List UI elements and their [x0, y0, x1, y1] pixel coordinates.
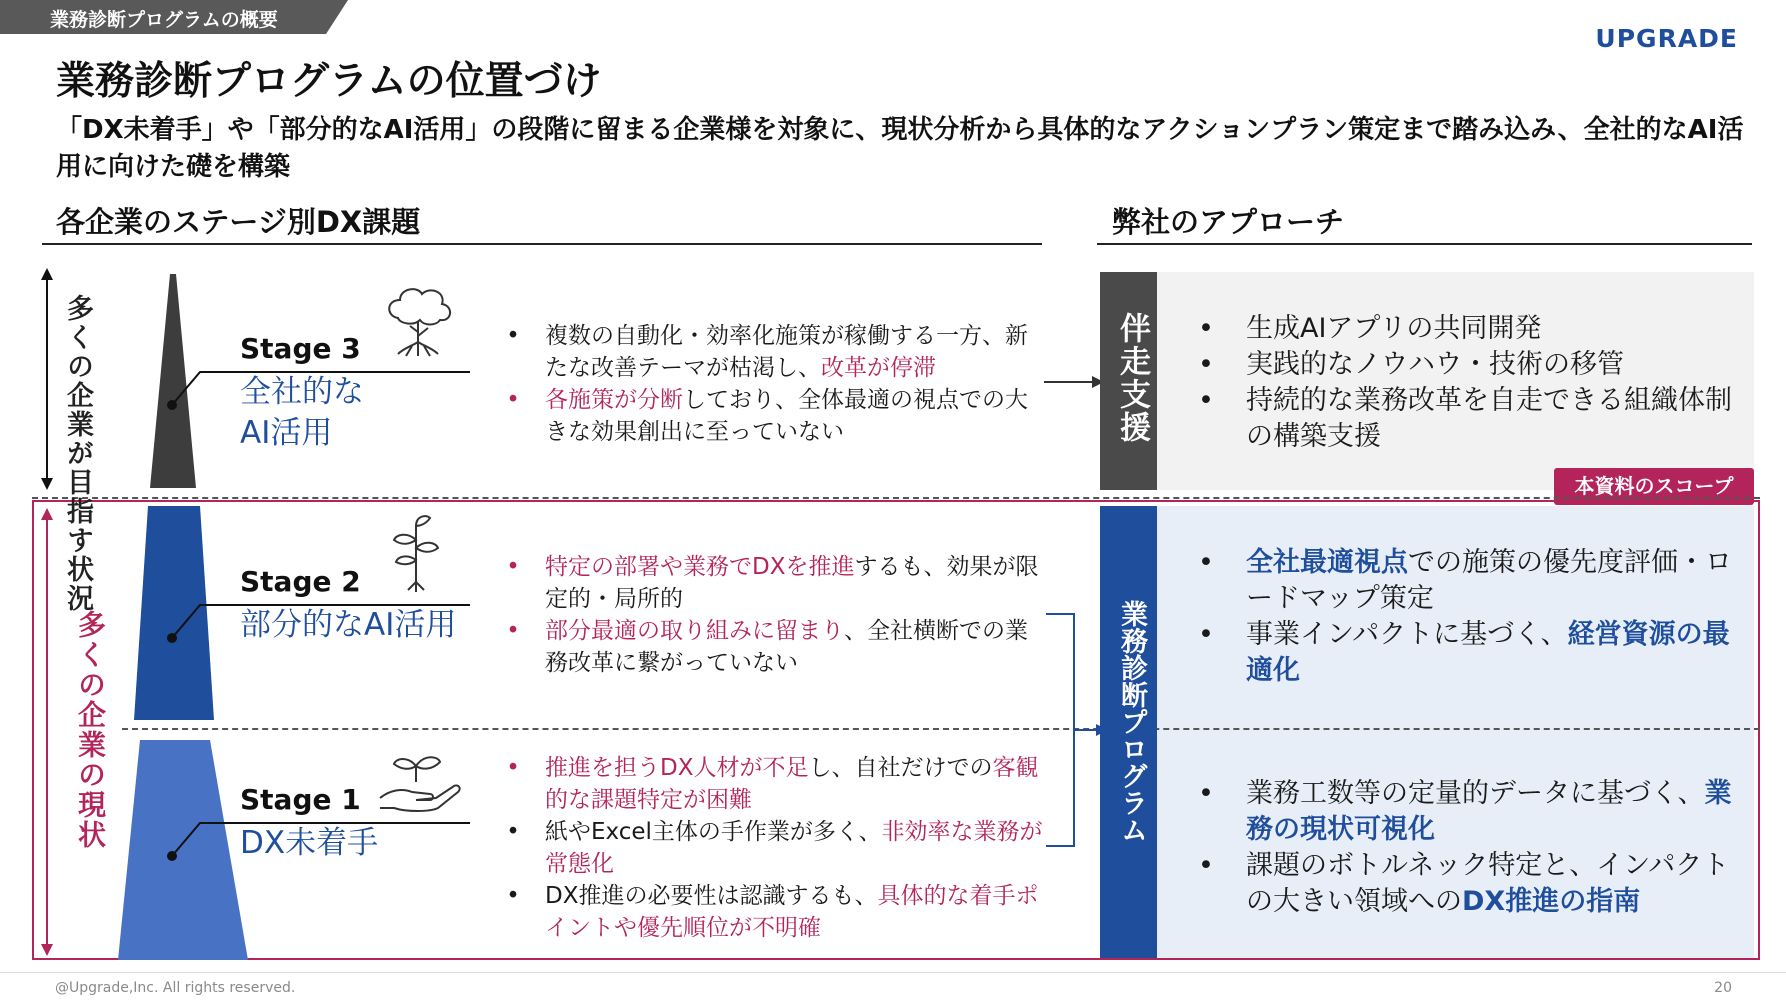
current-range-arrow [34, 508, 60, 956]
highlighted-text: DX推進の指南 [1462, 886, 1641, 917]
scope-badge: 本資料のスコープ [1554, 468, 1754, 505]
footer-rule [0, 972, 1786, 973]
highlighted-text: 全社最適視点 [1246, 547, 1408, 578]
stage3-name-line2: AI活用 [240, 415, 333, 451]
bullet-item [503, 551, 1043, 615]
bullet-text: DX推進の必要性は認識するも、 [545, 883, 878, 909]
stage1-name: DX未着手 [240, 825, 379, 861]
page-title: 業務診断プログラムの位置づけ [56, 59, 602, 104]
tree-icon [378, 280, 458, 360]
stage3-to-companion-arrow [1044, 370, 1104, 394]
bullet-item [503, 880, 1043, 944]
companion-bar-label: 伴走支援 [1114, 312, 1150, 444]
stage1-bullets [503, 752, 1043, 944]
bullet-dot: • [506, 755, 520, 781]
highlighted-text: 推進を担うDX人材が不足 [545, 755, 809, 781]
bullet-item [503, 615, 1043, 679]
bullet-item [1196, 347, 1736, 383]
bullet-dot: • [506, 618, 520, 644]
companion-bullets [1196, 311, 1736, 455]
program-lower-bullets [1196, 776, 1741, 920]
stage2-name: 部分的なAI活用 [240, 607, 457, 643]
bullet-text: での施策の優先度評価・ロードマップ策定 [1246, 547, 1732, 614]
bullet-text: 複数の自動化・効率化施策が稼働する一方、新たな改善テーマが枯渇し、 [545, 323, 1028, 381]
highlighted-text: 各施策が分断 [545, 387, 683, 413]
highlighted-text: 改革が停滞 [821, 355, 936, 381]
highlighted-text: 具体的な着手ポイントや優先順位が不明確 [545, 883, 1039, 941]
left-column-heading: 各企業のステージ別DX課題 [56, 205, 421, 239]
bullet-dot: • [1198, 349, 1214, 380]
bullet-item [503, 752, 1043, 816]
target-state-label: 多くの企業が目指す状況 [62, 294, 93, 613]
target-range-arrow [34, 268, 60, 490]
bullet-text: 持続的な業務改革を自走できる組織体制の構築支援 [1246, 385, 1732, 452]
bullet-item [1196, 776, 1741, 848]
stage-pyramid [120, 270, 230, 720]
stage2-label: Stage 2 [240, 565, 361, 598]
bullet-text: し、自社だけでの [808, 755, 993, 781]
highlighted-text: 業務の現状可視化 [1246, 778, 1732, 845]
bullet-dot: • [1198, 850, 1214, 881]
bullet-item [1196, 848, 1741, 920]
bullet-text: 事業インパクトに基づく、 [1246, 619, 1568, 650]
bullet-dot: • [506, 323, 520, 349]
hand-seedling-icon [376, 746, 464, 816]
bullet-dot: • [506, 387, 520, 413]
bullet-dot: • [506, 819, 520, 845]
bullet-dot: • [506, 554, 520, 580]
bullet-item [1196, 383, 1736, 455]
stage3-bullets [503, 320, 1043, 448]
bullet-text: しており、全体最適の視点での大きな効果創出に至っていない [545, 387, 1028, 445]
bullet-text: 業務工数等の定量的データに基づく、 [1246, 778, 1705, 809]
highlighted-text: 経営資源の最適化 [1246, 619, 1730, 686]
bullet-item [503, 816, 1043, 880]
highlighted-text: 非効率な業務が常態化 [545, 819, 1043, 877]
bullet-dot: • [1198, 619, 1214, 650]
subtitle: 「DX未着手」や「部分的なAI活用」の段階に留まる企業様を対象に、現状分析から具体的なアクションプラン策定まで踏み込み、全社的なAI活用に向けた礎を構築 [56, 115, 1744, 182]
highlighted-text: 部分最適の取り組みに留まり [545, 618, 844, 644]
stage-separator [122, 728, 1760, 730]
program-upper-bullets [1196, 545, 1741, 689]
stage2-bullets [503, 551, 1043, 679]
stage3-separator [32, 497, 1760, 499]
stage3-name-line1: 全社的な [240, 374, 364, 410]
bullet-dot: • [1198, 778, 1214, 809]
bullet-item [503, 320, 1043, 384]
bullet-text: するも、効果が限定的・局所的 [545, 554, 1039, 612]
right-heading-rule [1097, 243, 1752, 245]
bullet-dot: • [1198, 547, 1214, 578]
highlighted-text: 客観的な課題特定が困難 [545, 755, 1039, 813]
bullet-text: 課題のボトルネック特定と、インパクトの大きい領域への [1246, 850, 1730, 917]
section-tab [0, 0, 348, 34]
bullet-text: 、全社横断での業務改革に繋がっていない [545, 618, 1028, 676]
company-logo: UPGRADE [1595, 24, 1738, 53]
stage3-label: Stage 3 [240, 332, 361, 365]
bullet-item [1196, 545, 1741, 617]
bullet-dot: • [1198, 385, 1214, 416]
highlighted-text: 特定の部署や業務でDXを推進 [545, 554, 855, 580]
section-tab-label: 業務診断プログラムの概要 [50, 9, 278, 31]
footer-copyright: @Upgrade,Inc. All rights reserved. [55, 980, 296, 996]
sprout-icon [386, 512, 446, 592]
current-state-label: 多くの企業の現状 [74, 610, 107, 850]
program-bar-label: 業務診断プログラム [1116, 600, 1147, 843]
bullet-text: 生成AIアプリの共同開発 [1246, 313, 1542, 344]
bullet-dot: • [1198, 313, 1214, 344]
left-heading-rule [42, 243, 1042, 245]
bullet-item [503, 384, 1043, 448]
bullet-item [1196, 617, 1741, 689]
bullet-item [1196, 311, 1736, 347]
bullet-text: 実践的なノウハウ・技術の移管 [1246, 349, 1624, 380]
stage1-label: Stage 1 [240, 783, 361, 816]
bullet-dot: • [506, 883, 520, 909]
page-number: 20 [1714, 980, 1732, 996]
bullet-text: 紙やExcel主体の手作業が多く、 [545, 819, 882, 845]
right-column-heading: 弊社のアプローチ [1112, 205, 1345, 239]
